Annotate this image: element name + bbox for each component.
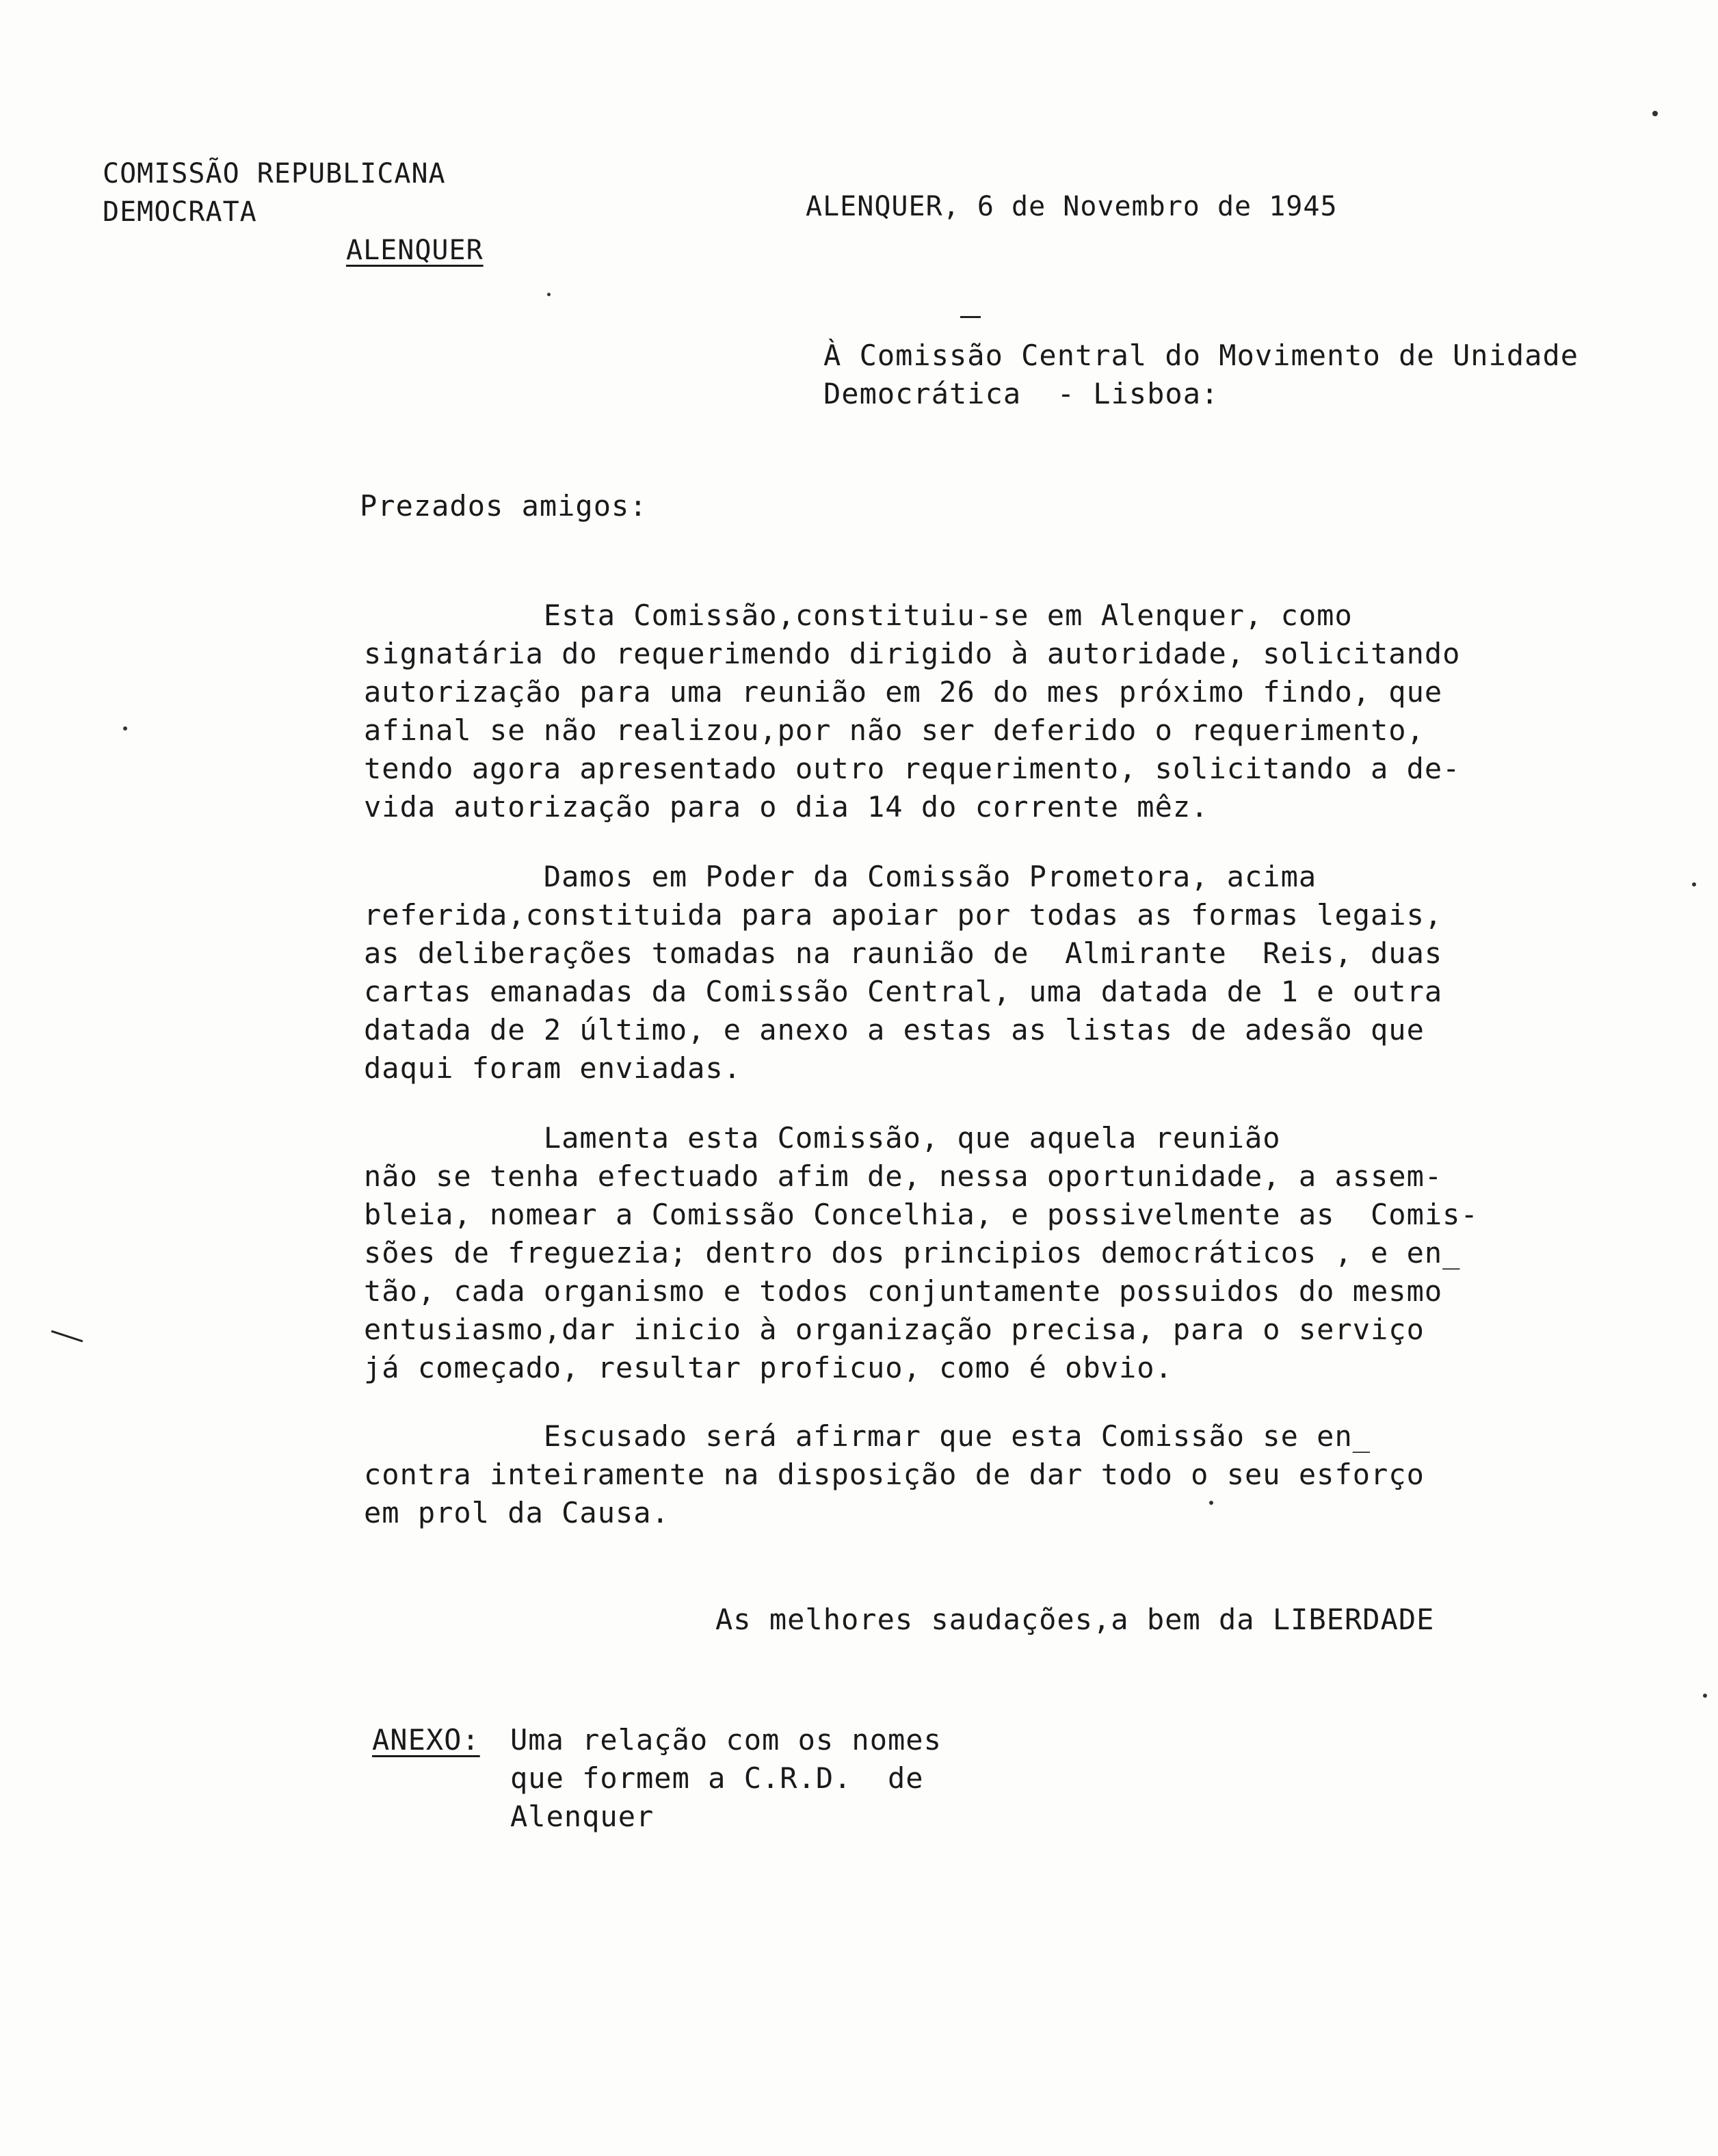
sender-place: ALENQUER — [346, 235, 484, 266]
paragraph-line: Damos em Poder da Comissão Prometora, acima — [364, 860, 1317, 893]
body-paragraph-2 — [364, 858, 1442, 1088]
recipient-line-2: Democrática - Lisboa: — [823, 377, 1219, 410]
scan-speck — [547, 293, 551, 296]
scan-speck — [1692, 882, 1696, 886]
annex-line: que formem a C.R.D. de — [510, 1761, 924, 1795]
paragraph-line: afinal se não realizou,por não ser deferido o requerimento, — [364, 713, 1425, 747]
scan-mark — [960, 316, 981, 318]
paragraph-line: autorização para uma reunião em 26 do mes próximo findo, que — [364, 675, 1443, 709]
scan-mark — [51, 1330, 83, 1343]
scan-speck — [1703, 1694, 1707, 1698]
scan-speck — [123, 726, 127, 731]
annex-line: Uma relação com os nomes — [510, 1723, 942, 1757]
paragraph-line: referida,constituida para apoiar por todas as formas legais, — [364, 898, 1443, 932]
paragraph-line: sões de freguezia; dentro dos principios democráticos , e en_ — [364, 1236, 1461, 1270]
paragraph-line: tão, cada organismo e todos conjuntamente possuidos do mesmo — [364, 1274, 1443, 1308]
paragraph-line: Lamenta esta Comissão, que aquela reunião — [364, 1121, 1281, 1155]
annex-line: Alenquer — [510, 1800, 655, 1833]
paragraph-line: tendo agora apresentado outro requerimento, solicitando a de- — [364, 752, 1461, 785]
paragraph-line: entusiasmo,dar inicio à organização precisa, para o serviço — [364, 1313, 1425, 1346]
sender-line-1: COMISSÃO REPUBLICANA — [103, 158, 446, 189]
scan-speck — [1652, 111, 1658, 116]
paragraph-line: datada de 2 último, e anexo a estas as listas de adesão que — [364, 1013, 1425, 1047]
body-paragraph-3 — [364, 1119, 1479, 1387]
paragraph-line: contra inteiramente na disposição de dar todo o seu esforço — [364, 1458, 1425, 1491]
recipient-line-1: À Comissão Central do Movimento de Unidade — [823, 339, 1579, 372]
body-paragraph-1 — [364, 596, 1460, 826]
scan-speck — [1209, 1501, 1213, 1505]
sender-line-2: DEMOCRATA — [103, 196, 257, 228]
body-paragraph-4 — [364, 1417, 1425, 1532]
annex-content — [510, 1721, 942, 1836]
paragraph-line: Esta Comissão,constituiu-se em Alenquer, como — [364, 599, 1353, 632]
salutation: Prezados amigos: — [360, 489, 648, 523]
paragraph-line: daqui foram enviadas. — [364, 1051, 742, 1085]
paragraph-line: não se tenha efectuado afim de, nessa oportunidade, a assem- — [364, 1159, 1443, 1193]
paragraph-line: cartas emanadas da Comissão Central, uma datada de 1 e outra — [364, 975, 1443, 1008]
dateline: ALENQUER, 6 de Novembro de 1945 — [806, 191, 1338, 222]
paragraph-line: em prol da Causa. — [364, 1496, 670, 1529]
annex-label: ANEXO: — [372, 1723, 480, 1757]
paragraph-line: já começado, resultar proficuo, como é obvio. — [364, 1351, 1173, 1384]
paragraph-line: signatária do requerimendo dirigido à autoridade, solicitando — [364, 637, 1461, 670]
paragraph-line: as deliberações tomadas na raunião de Almirante Reis, duas — [364, 936, 1443, 970]
closing-line: As melhores saudações,a bem da LIBERDADE — [715, 1603, 1435, 1636]
paragraph-line: vida autorização para o dia 14 do corrente mêz. — [364, 790, 1209, 824]
paragraph-line: bleia, nomear a Comissão Concelhia, e possivelmente as Comis- — [364, 1198, 1479, 1231]
paragraph-line: Escusado será afirmar que esta Comissão se en_ — [364, 1419, 1371, 1453]
